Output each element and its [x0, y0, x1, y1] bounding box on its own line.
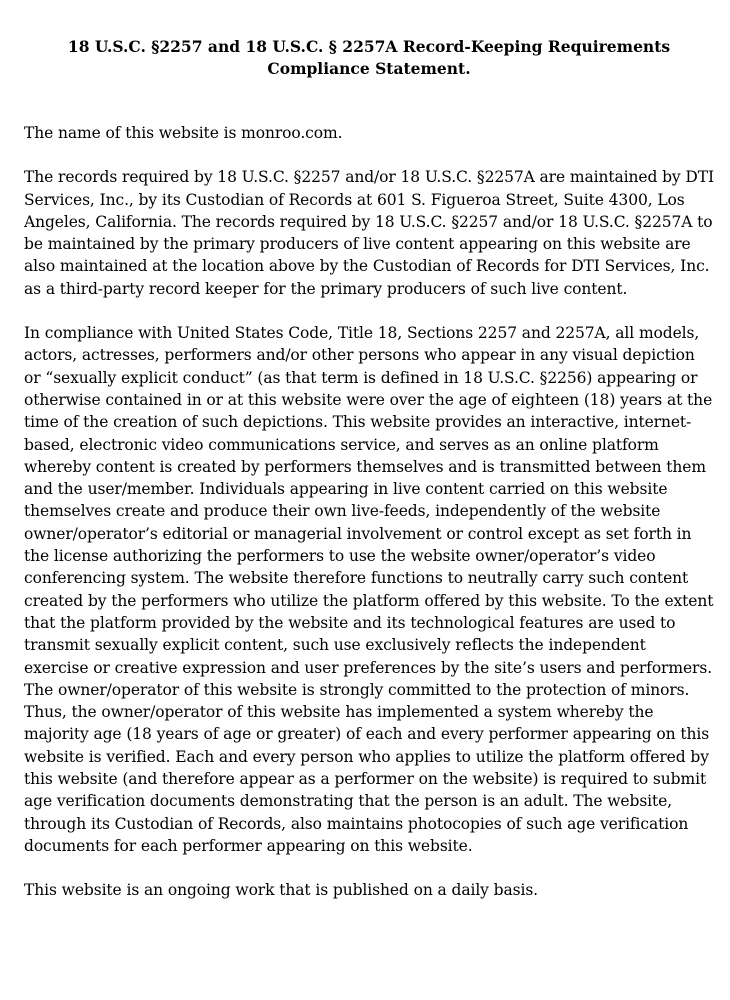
title-line-2: Compliance Statement.	[267, 59, 471, 78]
paragraph-records-custodian: The records required by 18 U.S.C. §2257 and/or 18 U.S.C. §2257A are maintained by DTI Services, Inc., by its Custodian of Records at 601 S. Figueroa Street, Suite 4300, Los Angeles, California. The records required by 18 U.S.C. §2257 and/or 18 U.S.C. §2257A to be maintained by the primary producers of live content appearing on this website are also maintained at the location above by the Custodian of Records for DTI Services, Inc. as a third-party record keeper for the primary producers of such live content.	[24, 168, 714, 298]
paragraph-publication-note: This website is an ongoing work that is published on a daily basis.	[24, 881, 539, 900]
compliance-statement-document	[24, 36, 714, 902]
paragraph-compliance-details: In compliance with United States Code, Title 18, Sections 2257 and 2257A, all models, actors, actresses, performers and/or other persons who appear in any visual depiction or “sexually explicit conduct” (as that term is defined in 18 U.S.C. §2256) appearing or otherwise contained in or at this website were over the age of eighteen (18) years at the time of the creation of such depictions. This website provides an interactive, internet-based, electronic video communications service, and serves as an online platform whereby content is created by performers themselves and is transmitted between them and the user/member. Individuals appearing in live content carried on this website themselves create and produce their own live-feeds, independently of the website owner/operator’s editorial or managerial involvement or control except as set forth in the license authorizing the performers to use the website owner/operator’s video conferencing system. The website therefore functions to neutrally carry such content created by the performers who utilize the platform offered by this website. To the extent that the platform provided by the website and its technological features are used to transmit sexually explicit content, such use exclusively reflects the independent exercise or creative expression and user preferences by the site’s users and performers. The owner/operator of this website is strongly committed to the protection of minors. Thus, the owner/operator of this website has implemented a system whereby the majority age (18 years of age or greater) of each and every performer appearing on this website is verified. Each and every person who applies to utilize the platform offered by this website (and therefore appear as a performer on the website) is required to submit age verification documents demonstrating that the person is an adult. The website, through its Custodian of Records, also maintains photocopies of such age verification documents for each performer appearing on this website.	[24, 324, 714, 855]
paragraph-website-name: The name of this website is monroo.com.	[24, 124, 343, 142]
document-title	[24, 36, 714, 80]
title-line-1: 18 U.S.C. §2257 and 18 U.S.C. § 2257A Record-Keeping Requirements	[67, 37, 671, 56]
